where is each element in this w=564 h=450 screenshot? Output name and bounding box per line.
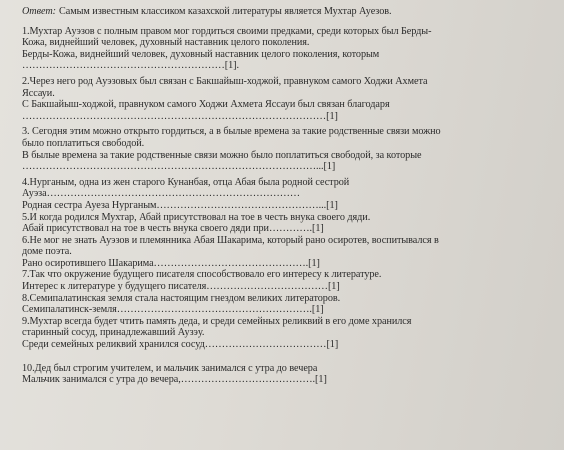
answer-blank: ………………………………………………………………………………[1] [22,110,338,122]
question-line: 1.Мухтар Ауэзов с полным правом мог гордиться своими предками, среди которых был Берды- [22,25,432,37]
answer-text: Самым известным классиком казахской литературы является Мухтар Ауезов. [58,6,392,17]
answer-prompt: Среди семейных реликвий хранился сосуд………………………………[1] [22,339,339,351]
question-line: Кожа, виднейший человек, духовный наставник целого поколения. [22,37,310,49]
question-10 [22,363,547,386]
questions-4-to-9 [22,177,547,351]
answer-label: Ответ: [22,6,56,17]
question-line: 5.И когда родился Мухтар, Абай присутствовал на тое в честь внука своего дяди. [22,211,371,223]
worksheet-text [22,6,547,386]
question-line: 9.Мухтар всегда будет чтить память деда, и среди семейных реликвий в его доме хранился [22,315,412,327]
answer-blank: ……………………………………………………[1]. [22,60,239,72]
question-line: 6.Не мог не знать Ауэзов и племянника Абая Шакарима, который рано осиротев, воспитывался в [22,234,439,246]
answer-prompt: Семипалатинск-земля………………………………………………….[1] [22,304,324,316]
answer-blank: ……………………………………………………………………………...[1] [22,161,336,173]
question-3 [22,126,547,172]
answer-line [22,6,547,18]
question-line: 2.Через него род Ауэзовых был связан с Бакшайыш-ходжой, правнуком самого Ходжи Ахмета [22,75,428,87]
question-line: Яссауи. [22,87,55,99]
question-2 [22,76,547,122]
question-line: 4.Нурганым, одна из жен старого Кунанбая, отца Абая была родной сестрой [22,176,350,188]
question-1 [22,26,547,72]
answer-prompt: Рано осиротившего Шакарима……………………………………….[1] [22,257,320,269]
answer-prompt: В былые времена за такие родственные связи можно было поплатиться свободой, за которые [22,149,422,161]
question-line: доме поэта. [22,246,72,258]
answer-prompt: Интерес к литературе у будущего писателя………………………………[1] [22,281,340,293]
answer-prompt: Родная сестра Ауеза Нурганым…………………………………………...[1] [22,199,338,211]
answer-prompt: Мальчик занимался с утра до вечера,………………………………….[1] [22,374,327,386]
answer-blank: Ауэза………………………………………………………………… [22,188,301,200]
question-line: 10.Дед был строгим учителем, и мальчик занимался с утра до вечера [22,362,318,374]
question-line: 7.Так что окружение будущего писателя способствовало его интересу к литературе. [22,269,382,281]
answer-prompt: С Бакшайыш-ходжой, правнуком самого Ходжи Ахмета Яссауи был связан благодаря [22,99,390,111]
question-line: 8.Семипалатинская земля стала настоящим гнездом великих литераторов. [22,292,341,304]
question-line: 3. Сегодня этим можно открыто гордиться, а в былые времена за такие родственные связи можно [22,126,441,138]
answer-prompt: Абай присутствовал на тое в честь внука своего дяди при………….[1] [22,223,324,235]
answer-prompt: Берды-Кожа, виднейший человек, духовный наставник целого поколения, которым [22,48,380,60]
question-line: было поплатиться свободой. [22,137,145,149]
question-line: старинный сосуд, принадлежавший Аузэу. [22,327,205,339]
